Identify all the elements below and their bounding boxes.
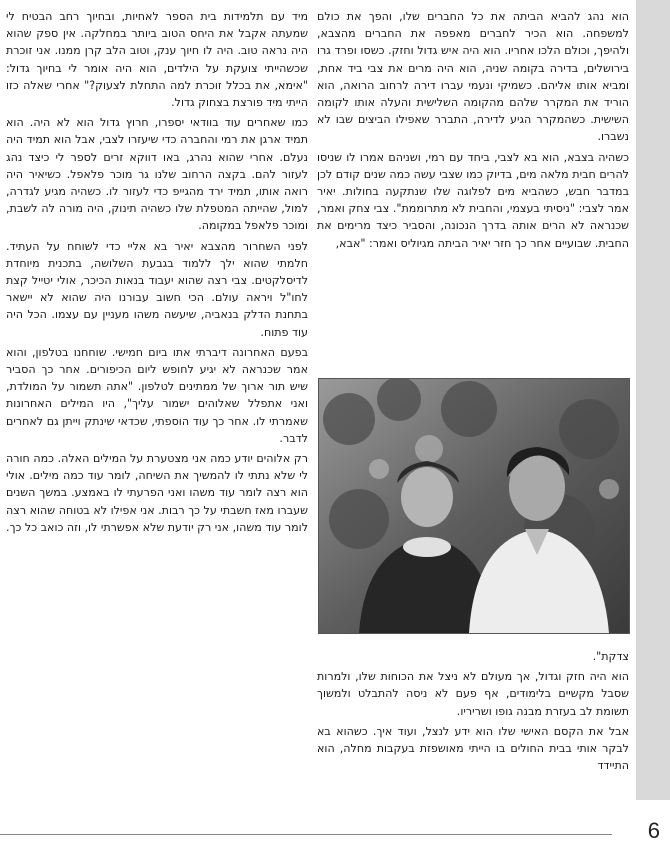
paragraph: הוא נהג להביא הביתה את כל החברים שלו, והפך את כולם למשפחה. הוא הכיר לחברים מאפפה את החברים מהצבא, ולהיפך, וכולם הלכו אחריו. הוא היה איש גדול וחזק. כשסו ופרד גרו בירושלים, בדירה בקומה שניה, הוא היה מרים את צבי ביד אחת, ומביא אותו אליהם. כשמיקי ונעמי עברו דירה לרחוב הרואה, הוא הוריד את המקרר שלהם מהקומה השלישית והעלה אותו לקומה השישית. כשהמקרר הגיע לדירה, התברר שאפילו הביצים שבו לא נשברו. (317, 10, 629, 144)
portrait-photo (318, 378, 630, 634)
footer-rule (0, 834, 612, 835)
page-edge-strip (636, 0, 670, 800)
paragraph: בפעם האחרונה דיברתי אתו ביום חמישי. שוחחנו בטלפון, והוא אמר שכנראה לא יגיע לחופש ליום הכיפורים. אחר כך הסביר שיש תור ארוך של ממתינים לטלפון. "אתה תשמור על המולדת, ואני אתפלל שאלוהים ישמור עליך", היו המילים האחרונות שאמרתי לו. אחר כך עוד הוספתי, שכדאי שינתק וייתן גם לאחרים לדבר. (6, 345, 308, 445)
paragraph: לפני השחרור מהצבא יאיר בא אליי כדי לשוחח על העתיד. חלמתי שהוא ילך ללמוד בגבעת השלושה, בתכנית מיוחדת לדיסלקטים. צבי רצה שהוא יעבוד בנאות הכיכר, אולי יטייל קצת לחו"ל ויראה עולם. הכי חשוב עבורנו היה שהוא לא יישאר בתחנת הדלק בנאביה, שיעשה משהו מעניין עם עצמו. הכל היה עוד פתוח. (6, 239, 308, 339)
paragraph: מיד עם תלמידות בית הספר לאחיות, ובחיוך רחב הבטיח לי שמעתה אקבל את היחס הטוב ביותר במחלקה. אין ספק שהוא היה נראה טוב. היה לו חיוך ענק, וטוב הלב קרן ממנו. אני זוכרת שכשהייתי צועקת על הילדים, הוא היה אומר לי בחיוך גדול: "אימא, את בכלל זוכרת למה התחלת לצעוק?" אחרי שאלה כזו הייתי מיד פורצת בצחוק גדול. (6, 10, 308, 110)
article-column-left (6, 8, 308, 796)
paragraph: אבל את הקסם האישי שלו הוא ידע לנצל, ועוד איך. כשהוא בא לבקר אותי בבית החולים בו הייתי מאושפזת בעקבות מחלה, הוא התיידד (317, 724, 629, 773)
article-column-right-top (317, 8, 629, 374)
paragraph: רק אלוהים יודע כמה אני מצטערת על המילים האלה. כמה חורה לי שלא נתתי לו להמשיך את השיחה, לומר עוד כמה מילים. אולי הוא רצה לומר עוד משהו ואני הפרעתי לו באמצע. במשך השנים שעברו מאז חשבתי על כך רבות. אני אפילו לא בטוחה שהוא רצה לומר עוד משהו, אני רק יודעת שלא אפשרתי לו, וזה כואב כל כך. (6, 452, 308, 534)
paragraph: כשהיה בצבא, הוא בא לצבי, ביחד עם רמי, ושניהם אמרו לו שניסו להרים חבית מלאה מים, בדיוק כמו שצבי עשה כמה שנים קודם לכן במדבר חבש, כשהביא מים לפלוגה שלו שנתקעה בחולות. יאיר אמר לצבי: "ניסיתי בעצמי, והחבית לא מתרוממת". צבי צחק ואמר, שכנראה לא הרים אותה בדרך הנכונה, והסביר כיצד מרימים את החבית. שבועיים אחר כך חזר יאיר הביתה מגיוליס ואמר: "אבא, (317, 150, 629, 250)
paragraph: צדקת". (592, 650, 629, 663)
photo-icon (319, 379, 629, 633)
paragraph: הוא היה חזק וגדול, אך מעולם לא ניצל את הכוחות שלו, ולמרות שסבל מקשיים בלימודים, אף פעם לא ניסה להתבלט ולמשוך תשומת לב בעזרת מבנה גופו ושריריו. (317, 670, 629, 718)
paragraph: כמו שאחרים עוד בוודאי יספרו, חרוץ גדול הוא לא היה. הוא תמיד ארגן את רמי והחברה כדי שיעזרו לצבי, אבל הוא תמיד היה נעלם. אחרי שהוא נהרג, באו דווקא זרים לספר לי כיצד נהג לעזור להם. בקצה הרחוב שלנו גר מוכר פלאפל. כשיאיר היה רואה אותו, תמיד ירד מהגייפ כדי לעזור לו. כשהיה מגיע לגדרה, למול, שהייתה המטפלת שלו כשהיה תינוק, היה מורה לה לשבת, ומוכר פלאפל במקומה. (6, 116, 308, 233)
page-number: 6 (647, 818, 660, 843)
article-column-right-bottom (317, 648, 629, 796)
